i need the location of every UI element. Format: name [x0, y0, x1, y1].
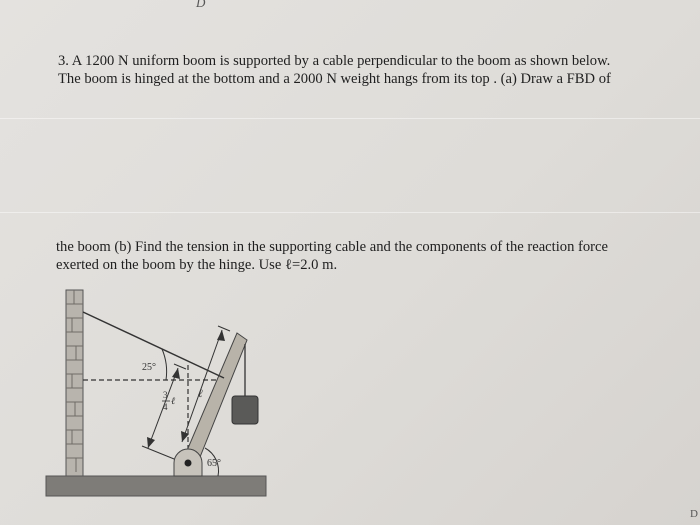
fraction-variable: ℓ [171, 396, 176, 407]
ground [46, 476, 266, 496]
fraction-denominator: 4 [163, 402, 168, 412]
cable-angle-label: 25° [142, 362, 156, 373]
problem-line-1: 3. A 1200 N uniform boom is supported by a cable perpendicular to the boom as shown below. [58, 53, 611, 69]
hinge [174, 449, 202, 476]
problem-line-3: the boom (b) Find the tension in the supporting cable and the components of the reaction force [56, 239, 608, 255]
length-label: ℓ [198, 388, 203, 400]
fraction-numerator: 3 [163, 390, 168, 400]
cut-off-corner-letter: D [690, 508, 698, 520]
three-quarter-length-dimension [142, 364, 186, 463]
wall [66, 290, 83, 480]
problem-line-2: The boom is hinged at the bottom and a 2000 N weight hangs from its top . (a) Draw a FBD of [58, 71, 611, 87]
cable-angle-arc [162, 349, 167, 380]
hanging-weight [232, 396, 258, 424]
cut-off-letter: D [196, 0, 206, 10]
boom-angle-label: 65° [207, 458, 221, 469]
problem-line-4: exerted on the boom by the hinge. Use ℓ=2.0 m. [56, 257, 338, 273]
